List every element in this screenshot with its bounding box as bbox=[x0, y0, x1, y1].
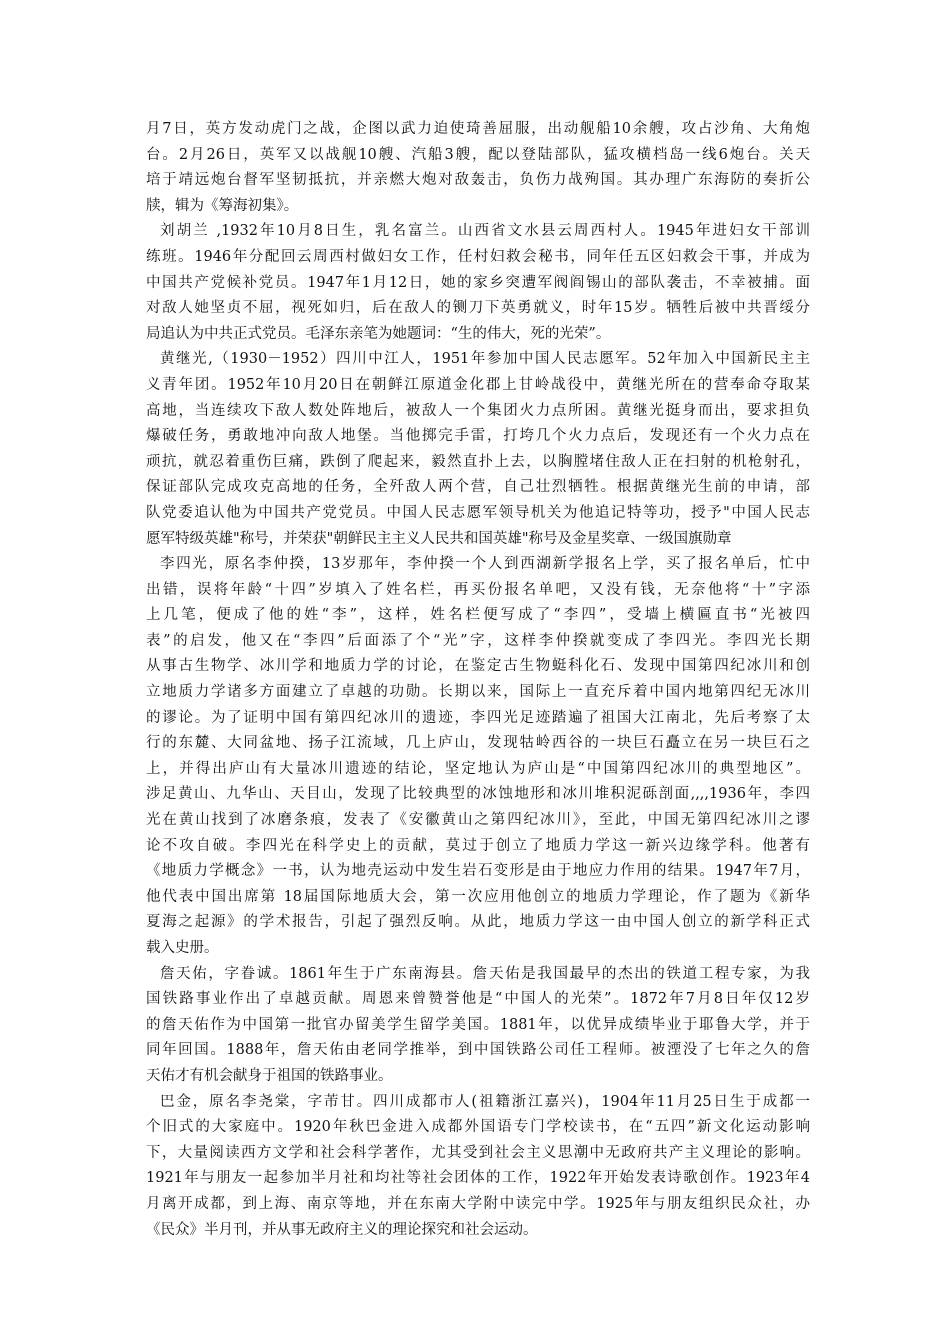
text-line: 高地，当连续攻下敌人数处阵地后，被敌人一个集团火力点所困。黄继光挺身而出，要求担负 bbox=[146, 402, 810, 419]
text-line: 《民众》半月刊，并从事无政府主义的理论探究和社会运动。 bbox=[146, 1221, 538, 1238]
text-line: 从事古生物学、冰川学和地质力学的讨论，在鉴定古生物蜓科化石、发现中国第四纪冰川和创 bbox=[146, 658, 810, 675]
text-line: 保证部队完成攻克高地的任务，全歼敌人两个营，自己壮烈牺牲。根据黄继光生前的申请，部 bbox=[146, 479, 810, 496]
text-line: 的谬论。为了证明中国有第四纪冰川的遗迹，李四光足迹踏遍了祖国大江南北，先后考察了太 bbox=[146, 709, 810, 726]
text-line: 月7日，英方发动虎门之战，企图以武力迫使琦善屈服，出动舰船10余艘，攻占沙角、大角炮 bbox=[146, 121, 810, 137]
text-line: 愿军特级英雄"称号，并荣获"朝鲜民主主义人民共和国英雄"称号及金星奖章、一级国旗勋章 bbox=[146, 530, 732, 547]
text-line: 对敌人她坚贞不屈，视死如归，后在敌人的铡刀下英勇就义，时年15岁。牺牲后被中共晋绥分 bbox=[146, 300, 810, 317]
text-line: 《地质力学概念》一书，认为地壳运动中发生岩石变形是由于地应力作用的结果。1947年7月， bbox=[146, 863, 810, 880]
paragraph-li-siguang bbox=[146, 552, 810, 962]
text-line: 立地质力学诸多方面建立了卓越的功勋。长期以来，国际上一直充斥着中国内地第四纪无冰川 bbox=[146, 684, 810, 701]
paragraph-liu-hulan bbox=[146, 219, 810, 347]
text-line: 论不攻自破。李四光在科学史上的贡献，莫过于创立了地质力学这一新兴边缘学科。他著有 bbox=[146, 837, 810, 854]
text-line: 行的东麓、大同盆地、扬子江流域，几上庐山，发现牯岭西谷的一块巨石矗立在另一块巨石之 bbox=[146, 735, 810, 752]
text-line: 天佑才有机会献身于祖国的铁路事业。 bbox=[146, 1067, 393, 1084]
document-page bbox=[146, 117, 810, 1243]
text-line: 他代表中国出席第 18届国际地质大会，第一次应用他创立的地质力学理论，作了题为《新华 bbox=[146, 888, 810, 905]
text-line: 光在黄山找到了冰磨条痕，发表了《安徽黄山之第四纪冰川》，至此，中国无第四纪冰川之谬 bbox=[146, 812, 810, 829]
text-line: 培于靖远炮台督军坚韧抵抗，并亲燃大炮对敌轰击，负伤力战殉国。其办理广东海防的奏折公 bbox=[146, 172, 810, 189]
text-line: 上，并得出庐山有大量冰川遗迹的结论，坚定地认为庐山是“中国第四纪冰川的典型地区”。 bbox=[146, 760, 810, 777]
text-line: 台。2月26日，英军又以战舰10艘、汽船3艘，配以登陆部队，猛攻横档岛一线6炮台。关天 bbox=[146, 146, 810, 163]
text-line: 国铁路事业作出了卓越贡献。周恩来曾赞誉他是“中国人的光荣”。1872年7月8日年仅12岁 bbox=[146, 991, 810, 1008]
paragraph-huang-jiguang bbox=[146, 347, 810, 552]
text-line: 涉足黄山、九华山、天目山，发现了比较典型的冰蚀地形和冰川堆积泥砾剖面,,,,1936年，李四 bbox=[146, 786, 810, 803]
text-line: 詹天佑，字眷诚。1861年生于广东南海县。詹天佑是我国最早的杰出的铁道工程专家，为我 bbox=[160, 965, 810, 982]
text-line: 爆破任务，勇敢地冲向敌人地堡。当他掷完手雷，打垮几个火力点后，发现还有一个火力点在 bbox=[146, 428, 810, 445]
text-line: 表”的启发，他又在“李四”后面添了个“光”字，这样李仲揆就变成了李四光。李四光长期 bbox=[146, 632, 810, 649]
text-line: 下，大量阅读西方文学和社会科学著作，尤其受到社会主义思潮中无政府共产主义理论的影响。 bbox=[146, 1144, 810, 1161]
text-line: 的詹天佑作为中国第一批官办留美学生留学美国。1881年，以优异成绩毕业于耶鲁大学，并于 bbox=[146, 1016, 810, 1033]
text-line: 黄继光,（1930－1952）四川中江人，1951年参加中国人民志愿军。52年加入中国新民主主 bbox=[160, 351, 810, 368]
text-line: 李四光，原名李仲揆，13岁那年，李仲揆一个人到西湖新学报名上学，买了报名单后，忙中 bbox=[160, 556, 810, 573]
text-line: 队党委追认他为中国共产党党员。中国人民志愿军领导机关为他追记特等功，授予"中国人民志 bbox=[146, 504, 810, 521]
text-line: 巴金，原名李尧棠，字芾甘。四川成都市人(祖籍浙江嘉兴)，1904年11月25日生于成都一 bbox=[160, 1093, 810, 1110]
text-line: 牍，辑为《筹海初集》。 bbox=[146, 197, 299, 214]
paragraph-zhan-tianyou bbox=[146, 962, 810, 1090]
text-line: 出错，误将年龄“十四”岁填入了姓名栏，再买份报名单吧，又没有钱，无奈他将“十”字添 bbox=[146, 581, 810, 598]
text-line: 义青年团。1952年10月20日在朝鲜江原道金化郡上甘岭战役中，黄继光所在的营奉命夺取某 bbox=[146, 376, 810, 393]
paragraph-guan-tianpei bbox=[146, 117, 810, 219]
text-line: 月离开成都，到上海、南京等地，并在东南大学附中读完中学。1925年与朋友组织民众社，办 bbox=[146, 1195, 810, 1212]
text-line: 中国共产党候补党员。1947年1月12日，她的家乡突遭军阀阎锡山的部队袭击，不幸被捕。面 bbox=[146, 274, 810, 291]
text-line: 刘胡兰 ,1932年10月8日生，乳名富兰。山西省文水县云周西村人。1945年进妇女干部训 bbox=[160, 223, 810, 240]
text-line: 个旧式的大家庭中。1920年秋巴金进入成都外国语专门学校读书，在“五四”新文化运动影响 bbox=[146, 1119, 810, 1136]
text-line: 同年回国。1888年，詹天佑由老同学推举，到中国铁路公司任工程师。被湮没了七年之久的詹 bbox=[146, 1042, 810, 1059]
text-line: 顽抗，就忍着重伤巨痛，跌倒了爬起来，毅然直扑上去，以胸膛堵住敌人正在扫射的机枪射孔， bbox=[146, 453, 810, 470]
text-line: 载入史册。 bbox=[146, 940, 219, 956]
text-line: 夏海之起源》的学术报告，引起了强烈反响。从此，地质力学这一由中国人创立的新学科正式 bbox=[146, 914, 810, 931]
paragraph-ba-jin bbox=[146, 1090, 810, 1244]
text-line: 上几笔，便成了他的姓“李”，这样，姓名栏便写成了“李四”，受墙上横匾直书“光被四 bbox=[146, 607, 810, 624]
text-line: 练班。1946年分配回云周西村做妇女工作，任村妇救会秘书，同年任五区妇救会干事，并成为 bbox=[146, 248, 810, 265]
document-body bbox=[146, 117, 810, 1243]
text-line: 局追认为中共正式党员。毛泽东亲笔为她题词：“生的伟大，死的光荣”。 bbox=[146, 325, 611, 342]
text-line: 1921年与朋友一起参加半月社和均社等社会团体的工作，1922年开始发表诗歌创作。1923年4 bbox=[146, 1170, 810, 1187]
